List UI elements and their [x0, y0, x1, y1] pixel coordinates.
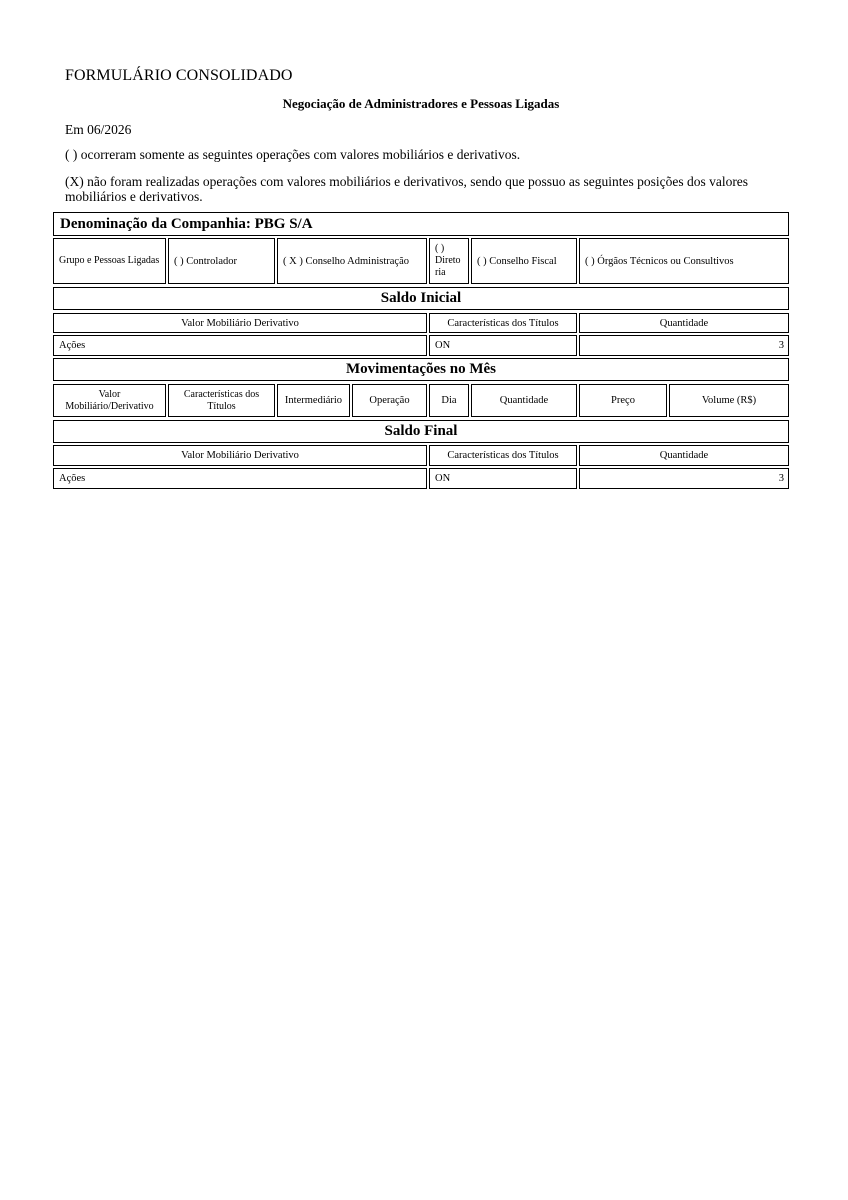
saldo-inicial-header-caracteristicas: Características dos Títulos: [429, 313, 577, 333]
saldo-final-header-quantidade: Quantidade: [579, 445, 789, 466]
saldo-inicial-row-quantidade: 3: [579, 335, 789, 356]
group-controlador: ( ) Controlador: [168, 238, 275, 284]
movimentacoes-title: Movimentações no Mês: [53, 358, 789, 381]
period-label: Em 06/2026: [65, 122, 132, 137]
movimentacoes-header-dia: Dia: [429, 384, 469, 417]
option-no-operations: (X) não foram realizadas operações com valores mobiliários e derivativos, sendo que possuo as seguintes posições dos valores mobiliários e derivativos.: [65, 174, 749, 204]
group-diretoria: [429, 238, 469, 284]
movimentacoes-header-carac-line2: Títulos: [207, 400, 236, 412]
movimentacoes-header-valor-line2: Mobiliário/Derivativo: [65, 400, 154, 412]
group-label: [53, 238, 166, 284]
movimentacoes-header-intermediario: Intermediário: [277, 384, 350, 417]
movimentacoes-header-volume: Volume (R$): [669, 384, 789, 417]
group-label-text: Grupo e Pessoas Ligadas: [59, 255, 160, 266]
saldo-final-row-caracteristicas: ON: [429, 468, 577, 489]
saldo-inicial-header-quantidade: Quantidade: [579, 313, 789, 333]
group-conselho-fiscal: ( ) Conselho Fiscal: [471, 238, 577, 284]
movimentacoes-header-preco: Preço: [579, 384, 667, 417]
movimentacoes-header-quantidade: Quantidade: [471, 384, 577, 417]
group-orgaos-tecnicos: ( ) Órgãos Técnicos ou Consultivos: [579, 238, 789, 284]
saldo-final-title: Saldo Final: [53, 420, 789, 443]
saldo-inicial-title: Saldo Inicial: [53, 287, 789, 310]
group-diretoria-line3: ria: [435, 267, 446, 278]
movimentacoes-header-valor: [53, 384, 166, 417]
movimentacoes-header-carac-line1: Características dos: [183, 388, 260, 400]
movimentacoes-header-operacao: Operação: [352, 384, 427, 417]
form-subtitle: Negociação de Administradores e Pessoas Ligadas: [282, 96, 560, 111]
company-name: Denominação da Companhia: PBG S/A: [53, 212, 789, 236]
option-operations: ( ) ocorreram somente as seguintes operações com valores mobiliários e derivativos.: [65, 147, 521, 162]
group-diretoria-line1: ( ): [435, 243, 445, 254]
saldo-final-row-quantidade: 3: [579, 468, 789, 489]
saldo-inicial-row-caracteristicas: ON: [429, 335, 577, 356]
saldo-inicial-row-valor: Ações: [53, 335, 427, 356]
movimentacoes-header-valor-line1: Valor: [98, 388, 121, 400]
saldo-inicial-header-valor: Valor Mobiliário Derivativo: [53, 313, 427, 333]
movimentacoes-header-caracteristicas: [168, 384, 275, 417]
group-diretoria-line2: Direto: [435, 255, 461, 266]
saldo-final-header-valor: Valor Mobiliário Derivativo: [53, 445, 427, 466]
group-conselho-administracao: ( X ) Conselho Administração: [277, 238, 427, 284]
saldo-final-header-caracteristicas: Características dos Títulos: [429, 445, 577, 466]
form-title: FORMULÁRIO CONSOLIDADO: [65, 67, 293, 84]
saldo-final-row-valor: Ações: [53, 468, 427, 489]
